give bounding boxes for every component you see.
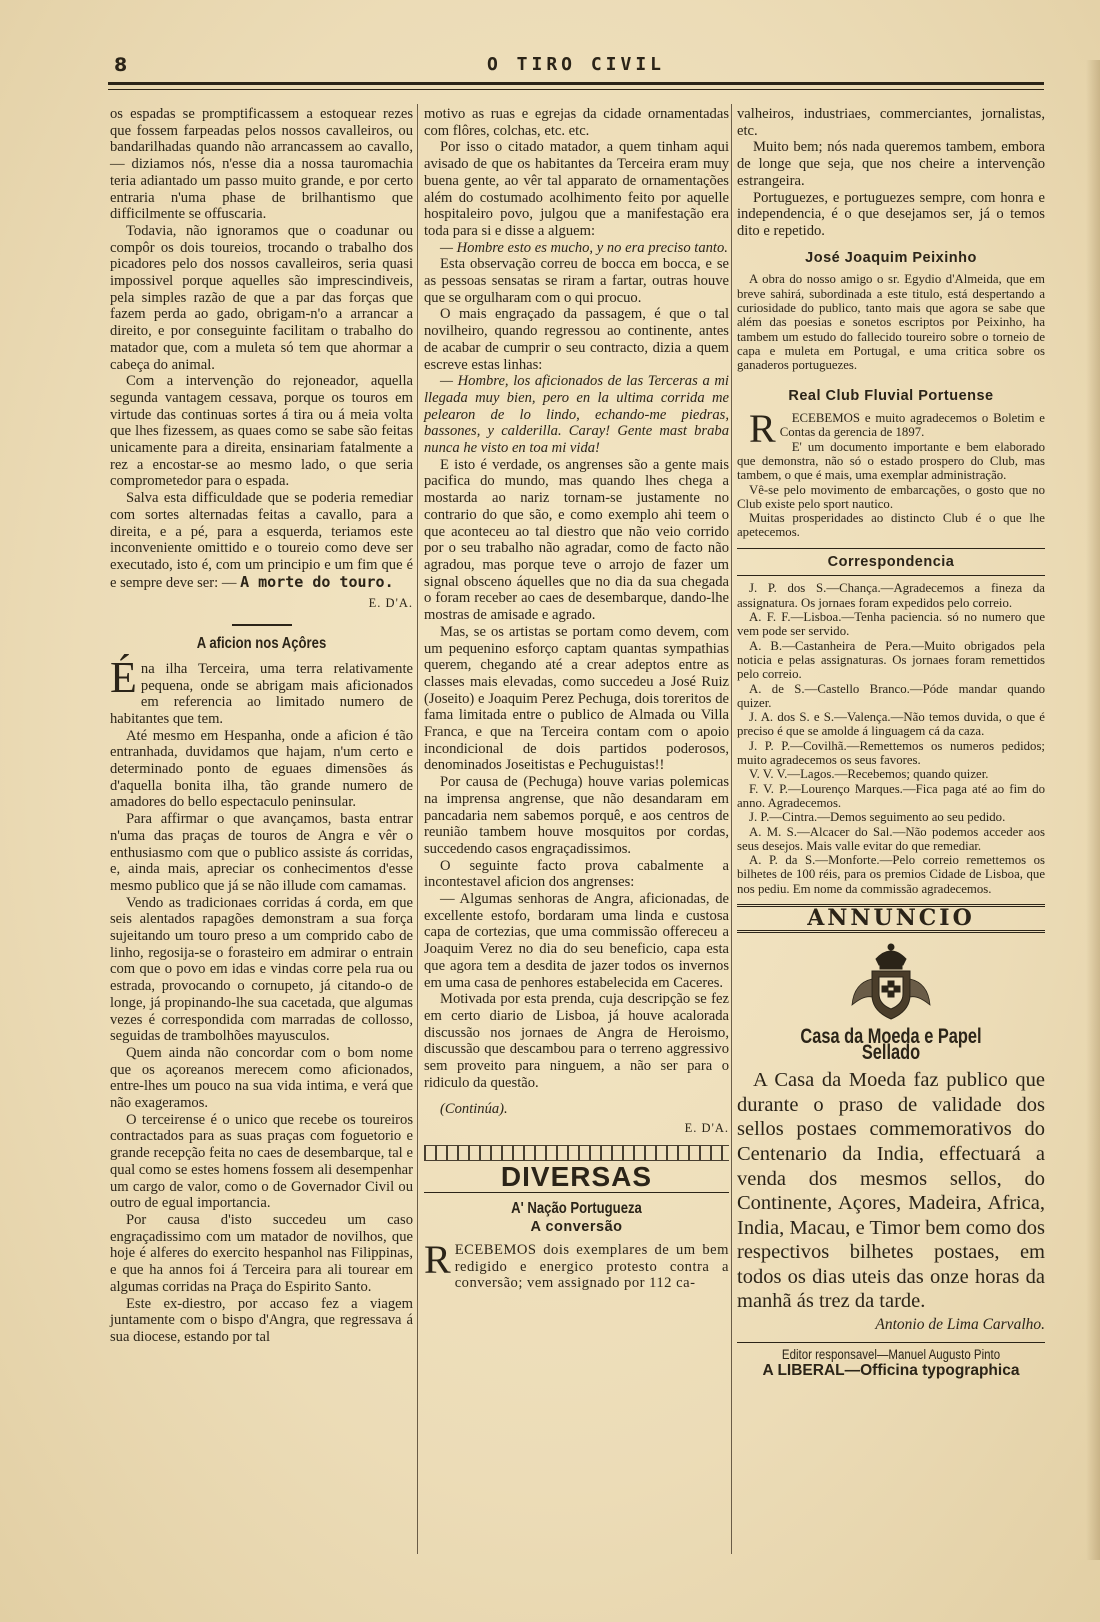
paragraph: Por causa de (Pechuga) houve varias polemicas na imprensa angrense, que não desandaram em pancadaria nem sabemos porquê, e aos centros de reunião tambem houve mosquitos por cordas, succedendo casos engraçadissimos. xyxy=(424,774,729,857)
paragraph xyxy=(110,490,413,591)
section-rule xyxy=(737,548,1045,549)
paragraph: Muito bem; nós nada queremos tambem, embora de longe que seja, que nos cheire a intervenção estrangeira. xyxy=(737,139,1045,189)
article-body xyxy=(737,272,1045,372)
list-item: F. V. P.—Lourenço Marques.—Fica paga até ao fim do anno. Agradecemos. xyxy=(737,781,1045,810)
article-title: A' Nação Portugueza xyxy=(511,1199,642,1217)
page-number: 8 xyxy=(114,54,128,76)
paragraph: Por isso o citado matador, a quem tinham aqui avisado de que os habitantes da Terceira eram muy buena gente, ao vêr tal apparato de ornamentações além do costumado acolhimento feito por aquelle hospitaleiro povo, julgou que a manifestação era toda para si e disse a alguem: xyxy=(424,139,729,239)
imprint-editor: Editor responsavel—Manuel Augusto Pinto xyxy=(781,1346,1001,1362)
paragraph xyxy=(424,1237,729,1292)
paragraph: Por causa d'isto succedeu um caso engraçadissimo com um matador de novilhos, que hoje é alferes do exercito hespanhol nas Filippinas, e que ha annos foi á Terceira para ali tourear em algumas corridas na Praça do Espirito Santo. xyxy=(110,1212,413,1295)
paragraph: Para affirmar o que avançamos, basta entrar n'uma das praças de touros de Angra e vêr o enthusiasmo com que o publico assiste ás corridas, e, ainda mais, apreciar os conhecimentos d'esse mesmo publico que já se não illude com camamas. xyxy=(110,811,413,894)
list-item: J. P.—Cintra.—Demos seguimento ao seu pedido. xyxy=(749,810,1006,825)
paragraph xyxy=(737,406,1045,452)
column-2 xyxy=(424,106,729,1292)
paragraph: Este ex-diestro, por accaso fez a viagem juntamente com o bispo d'Angra, que regressava á sua diocese, estando por tal xyxy=(110,1295,413,1345)
paragraph-emphasis: A morte do touro. xyxy=(240,572,394,591)
paragraph-text: na ilha Terceira, uma terra relativamente pequena, onde se abrigam mais aficionados em referencia ao limitado numero de habitantes que tem. xyxy=(110,660,413,727)
article-subtitle: A conversão xyxy=(530,1219,623,1236)
list-item: A. M. S.—Alcacer do Sal.—Não podemos acceder aos seus desejos. Mais valle evitar do que remediar. xyxy=(737,824,1045,853)
imprint xyxy=(737,1342,1045,1380)
section-title-annuncio: ANNUNCIO xyxy=(737,904,1045,933)
advert-title: Casa da Moeda e Papel Sellado xyxy=(800,1024,982,1065)
list-item: A. F. F.—Lisboa.—Tenha paciencia. só no numero que vem pode ser servido. xyxy=(737,610,1045,639)
page-edge-shadow xyxy=(1086,60,1100,1560)
paragraph: O seguinte facto prova cabalmente a incontestavel aficion dos angrenses: xyxy=(424,857,729,891)
paragraph: Até mesmo em Hespanha, onde a aficion é tão entranhada, duvidamos que hajam, n'um certo e determinado ponto de eguaes dimensões ás d'aquella bonita ilha, tão grande numero de amadores do bello espectaculo peninsular. xyxy=(110,727,413,811)
list-item: V. V. V.—Lagos.—Recebemos; quando quizer. xyxy=(749,767,989,782)
column-separator-2 xyxy=(731,104,732,1554)
header-rule xyxy=(108,82,1044,90)
column-1 xyxy=(110,106,413,1346)
paragraph: E' um documento importante e bem elaborado que demonstra, não só o estado prospero do Club, mas tambem, o que é mais, uma exemplar administração. xyxy=(737,439,1045,483)
short-rule xyxy=(232,624,292,626)
list-item: J. P. P.—Covilhã.—Remettemos os numeros pedidos; muito agradecemos os seus favores. xyxy=(737,738,1045,768)
list-item: J. P. dos S.—Chança.—Agradecemos a fineza da assignatura. Os jornaes foram expedidos pelo correio. xyxy=(737,581,1045,610)
paragraph xyxy=(110,652,413,728)
section-title-correspondencia: Correspondencia xyxy=(827,553,955,570)
advert-signature: Antonio de Lima Carvalho. xyxy=(875,1316,1045,1334)
paragraph: valheiros, industriaes, commerciantes, jornalistas, etc. xyxy=(737,106,1045,139)
page-header xyxy=(108,48,1044,92)
list-item: A. de S.—Castello Branco.—Póde mandar quando quizer. xyxy=(737,681,1045,710)
section-rule xyxy=(737,575,1045,576)
list-item: A. P. da S.—Monforte.—Pelo correio remettemos os bilhetes de 100 réis, para os premios Cidade de Lisboa, que nos pediu. Em nome da commissão agradecemos. xyxy=(737,853,1045,896)
paragraph: Quem ainda não concordar com o bom nome que os açoreanos merecem como aficionados, entre-lhes um pouco na sua vida intima, e verá que não exageramos. xyxy=(110,1044,413,1112)
advert-text: A Casa da Moeda faz publico que durante o praso de validade dos sellos postaes commemorativos do Centenario da India, effectuará a venda dos mesmos sellos, do Continente, Açores, Madeira, Africa, India, Macau, e Timor bem como dos respectivos bilhetes postaes, em todos os dias uteis das onze horas da manhã ás trez da tarde. xyxy=(737,1069,1045,1313)
section-title-diversas: DIVERSAS xyxy=(500,1160,653,1192)
drop-cap: R xyxy=(749,406,776,452)
article-body xyxy=(737,406,1045,540)
article-title: Real Club Fluvial Portuense xyxy=(788,388,994,405)
paragraph: Vê-se pelo movimento de embarcações, o gosto que no Club existe pelo sport nautico. xyxy=(737,482,1045,511)
paragraph: Esta observação correu de bocca em bocca, e se as pessoas sensatas se riram a fartar, outras houve que se orgulharam com o qui procuo. xyxy=(424,256,729,306)
article-title: A aficion nos Açôres xyxy=(196,635,327,653)
paragraph-text: ECEBEMOS dois exemplares de um bem redigido e energico protesto contra a conversão; vem assignado por 112 ca- xyxy=(454,1242,729,1292)
paragraph: Muitas prosperidades ao distincto Club é o que lhe apetecemos. xyxy=(737,511,1045,540)
signature: E. D'A. xyxy=(684,1121,729,1136)
paragraph: A obra do nosso amigo o sr. Egydio d'Almeida, que em breve sahirá, subordinada a este titulo, está despertando a curiosidade do publico, tanto mais que agora se sabe que além das poesias e sonetos escriptos por Peixinho, ha tambem um estudo do fallecido toureiro sobre o torneio de capa e muleta em Portugal, e uma critica sobre os ganaderos portuguezes. xyxy=(737,272,1045,373)
paragraph-quote: — Hombre, los aficionados de las Terceras a mi llegada muy bien, pero en la ultima corrida me pelearon de lo lindo, echando-me piedras, bassones, y calderilla. Caray! Gente mast braba nunca he visto en toa mi vida! xyxy=(424,373,729,457)
column-3 xyxy=(737,106,1045,1380)
paragraph: O mais engraçado da passagem, é que o tal novilheiro, quando regressou ao continente, antes de acabar de cumprir o seu contracto, dizia a quem escreve estas linhas: xyxy=(424,306,729,373)
paragraph: O terceirense é o unico que recebe os toureiros contractados para as suas praças com foguetorio e grande recepção feita no caes de desembarque, tal e qual como se estes homens fossem ali desempenhar um cargo de valor, como o de Governador Civil ou outro de egual importancia. xyxy=(110,1111,413,1212)
paragraph: Com a intervenção do rejoneador, aquella segunda vantagem cessava, porque os touros em virtude das continuas sortes á tira ou á meia volta que lhes fizessem, as quaes como se sabe são feitas unicamente para a direita, ensinariam fatalmente a rez a encostar-se ao mesmo lado, o que seria comprometedor para o espada. xyxy=(110,373,413,490)
royal-crest-icon xyxy=(846,939,936,1025)
ornament-border xyxy=(424,1145,729,1161)
column-separator-1 xyxy=(417,104,418,1554)
paragraph-text: ECEBEMOS e muito agradecemos o Boletim e Contas da gerencia de 1897. xyxy=(779,411,1045,440)
drop-cap: É xyxy=(110,652,137,702)
paragraph: Vendo as tradicionaes corridas á corda, em que seis alentados rapagões demonstram a sua força sujeitando um touro preso a um comprido cabo de linho, regosija-se o forasteiro em admirar o entrain com que o povo em idas e vindas corre pela rua ou estrada, provocando o cornupeto, já citando-o de longe, já propinando-lhe sua cacetada, que algumas vezes é correspondida com marradas de collosso, seguidas de trambolhões mayusculos. xyxy=(110,894,413,1045)
imprint-printer: A LIBERAL—Officina typographica xyxy=(762,1362,1020,1380)
drop-cap: R xyxy=(424,1237,451,1282)
paragraph-text: Salva esta difficuldade que se poderia remediar com sortes alternadas feitas a cavallo, para a direita, e a pé, para a esquerda, teriamos este inconveniente omittido e o toureio como deve ser executado, isto é, com um principio e um fim que é e sempre deve ser: — xyxy=(110,490,413,591)
continues-note: (Continúa). xyxy=(440,1101,508,1118)
paragraph: os espadas se promptificassem a estoquear rezes que fossem farpeadas pelos nossos cavalleiros, ou bandarilhadas quando não arrancassem ao cavallo, — diziamos nós, n'esse dia a nossa tauromachia teria adiantado um passo muito grande, e por certo entraria n'uma phase de brilhantismo que difficilmente se offuscaria. xyxy=(110,106,413,223)
signature: E. D'A. xyxy=(368,596,413,611)
paragraph: — Algumas senhoras de Angra, aficionadas, de excellente estofo, bordaram uma linda e custosa capa de cortezias, que uma commissão offereceu a Joaquim Verez no dia do seu beneficio, capa esta que agora tem a desdita de jazer todos os invernos em uma casa de penhores estabelecida em Caceres. xyxy=(424,891,729,991)
paragraph-quote: — Hombre esto es mucho, y no era preciso tanto. xyxy=(440,239,728,256)
correspondence-list xyxy=(737,581,1045,896)
list-item: A. B.—Castanheira de Pera.—Muito obrigados pela noticia e pelas assignaturas. Os jornaes foram remettidos pelo correio. xyxy=(737,638,1045,682)
paragraph: Portuguezes, e portuguezes sempre, com honra e independencia, é o que desejamos ser, já o temos dito e repetido. xyxy=(737,189,1045,239)
paragraph: E isto é verdade, os angrenses são a gente mais pacifica do mundo, mas quando lhes chega a mostarda ao nariz tornam-se justamente no contrario do que são, e como exemplo ahi teem o que aconteceu ao tal diestro que não veio corrido por o seu trabalho não agradar, como de facto não agradou, mas porque teve o arrojo de fazer um signal obsceno áquelles que no dia da sua chegada o foram receber ao caes de desembarque, dando-lhe mostras de amisade e agrado. xyxy=(424,456,729,624)
paragraph: Todavia, não ignoramos que o coadunar ou compôr os dois toureios, trocando o trabalho dos picadores pelo dos nossos cavalleiros, seria quasi impossivel porque aquelles são imprescindiveis, pela simples razão de que a par das forças que fazem perda ao gado, obrigam-n'o a arrancar a direito, e por conseguinte facilitam o trabalho do matador que, com a muleta só tem que ahormar a cabeça do animal. xyxy=(110,222,413,373)
list-item: J. A. dos S. e S.—Valença.—Não temos duvida, o que é preciso é que se amolde á linguagem cá da caza. xyxy=(737,710,1045,739)
paragraph: Mas, se os artistas se portam como devem, com um pequenino esforço captam quantas sympathias querem, chegando até a crear adeptos entre as classes mais elevadas, como succedeu a José Ruiz (Joseito) e Joaquim Perez Pechuga, dois toreritos de fama limitada entre o publico de Almada ou Villa Franca, e que na Terceira contam com o apoio incondicional de dois partidos poderosos, denominados Joseitistas e Pechuguistas!! xyxy=(424,623,729,774)
article-title: José Joaquim Peixinho xyxy=(805,249,977,266)
paragraph: Motivada por esta prenda, cuja descripção se fez em certo diario de Lisboa, já houve acalorada discussão nos jornaes de Angra de Heroismo, discussão que descambou para o terreno aggressivo sem proveito para ninguem, a não ser para o ridiculo da questão. xyxy=(424,991,729,1091)
paragraph: motivo as ruas e egrejas da cidade ornamentadas com flôres, colchas, etc. etc. xyxy=(424,106,729,139)
masthead: O TIRO CIVIL xyxy=(486,54,666,75)
